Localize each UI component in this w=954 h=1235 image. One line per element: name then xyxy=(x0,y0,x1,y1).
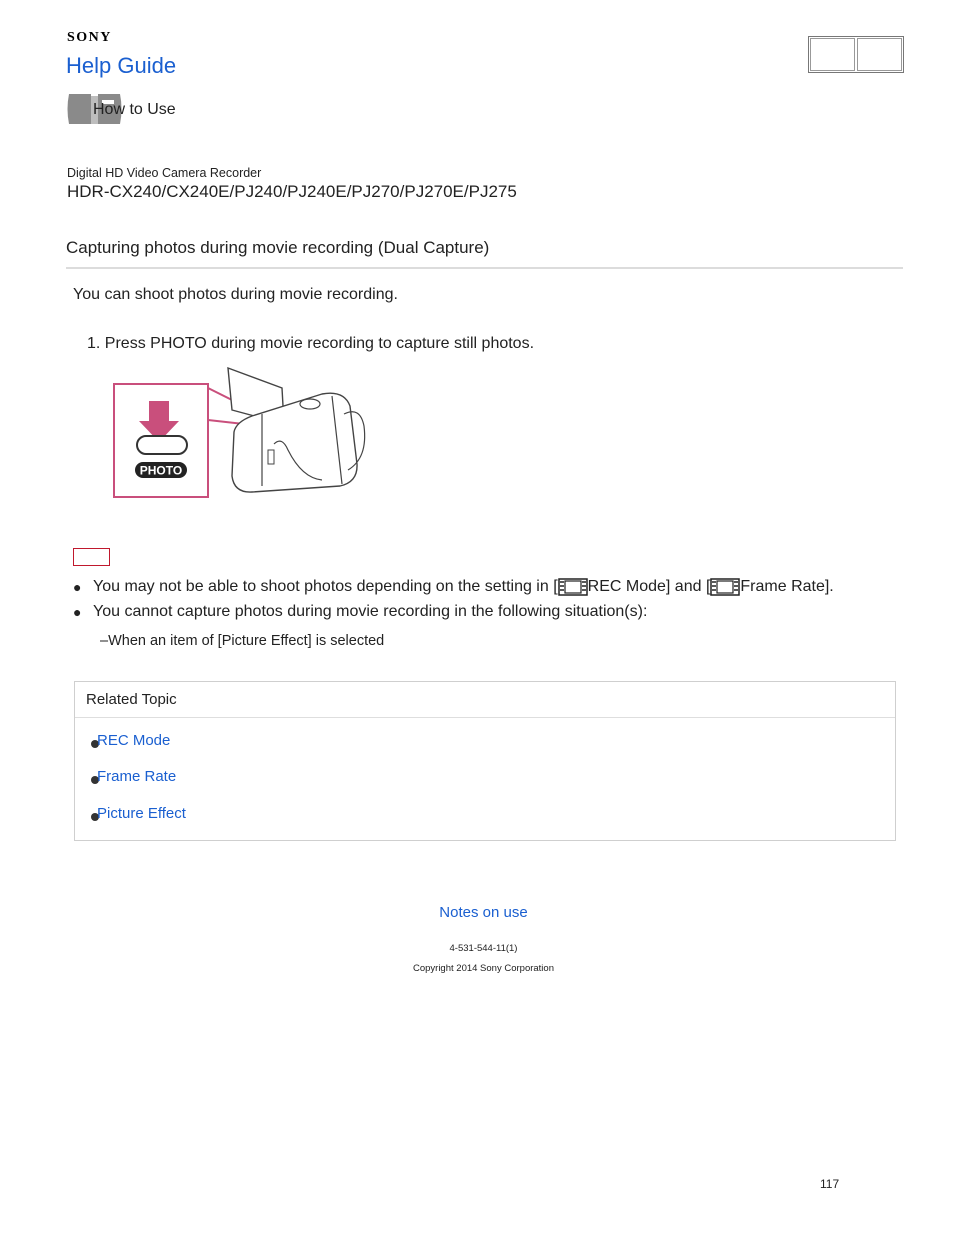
page-title: Capturing photos during movie recording (Dual Capture) xyxy=(66,238,490,257)
step-1 xyxy=(87,335,534,353)
bullet-dot-icon: ● xyxy=(73,579,82,595)
next-page-button[interactable] xyxy=(857,38,902,71)
camera-photo-button-illustration xyxy=(112,366,382,500)
prev-page-button[interactable] xyxy=(810,38,855,71)
help-guide-link[interactable]: Help Guide xyxy=(66,53,177,78)
intro-text: You can shoot photos during movie recording. xyxy=(73,286,398,303)
related-link-frame-rate[interactable]: Frame Rate xyxy=(97,768,177,785)
note-bullet-1: ● You may not be able to shoot photos depending on the setting in [ REC Mode] and [ Frame Rate]. xyxy=(73,578,834,595)
product-line: Digital HD Video Camera Recorder xyxy=(67,166,262,180)
note-bullet-2: ● You cannot capture photos during movie recording in the following situation(s): xyxy=(73,603,648,620)
bullet-dot-icon: ● xyxy=(73,604,82,620)
notes-on-use-link[interactable]: Notes on use xyxy=(439,904,528,921)
model-numbers: HDR-CX240/CX240E/PJ240/PJ240E/PJ270/PJ270E/PJ275 xyxy=(67,182,517,201)
related-link-picture-effect[interactable]: Picture Effect xyxy=(97,805,186,822)
document-code: 4-531-544-11(1) xyxy=(449,943,518,954)
page-number: 117 xyxy=(820,1177,840,1191)
movie-film-icon xyxy=(558,578,588,596)
related-topic-box xyxy=(74,681,896,841)
sony-logo: SONY xyxy=(67,30,112,45)
movie-film-icon xyxy=(710,578,740,596)
note-badge xyxy=(73,548,110,566)
step-text: Press PHOTO during movie recording to capture still photos. xyxy=(104,335,535,352)
related-link-rec-mode[interactable]: REC Mode xyxy=(97,732,171,749)
dash-icon: – xyxy=(100,633,109,649)
title-divider xyxy=(66,267,903,269)
section-label: How to Use xyxy=(93,101,176,118)
related-topic-heading: Related Topic xyxy=(75,682,895,718)
page-nav-buttons xyxy=(808,36,904,73)
note-sub-item: –When an item of [Picture Effect] is selected xyxy=(100,633,385,649)
copyright: Copyright 2014 Sony Corporation xyxy=(412,963,554,974)
photo-button-label: PHOTO xyxy=(139,463,183,478)
step-number: 1. xyxy=(87,335,101,352)
